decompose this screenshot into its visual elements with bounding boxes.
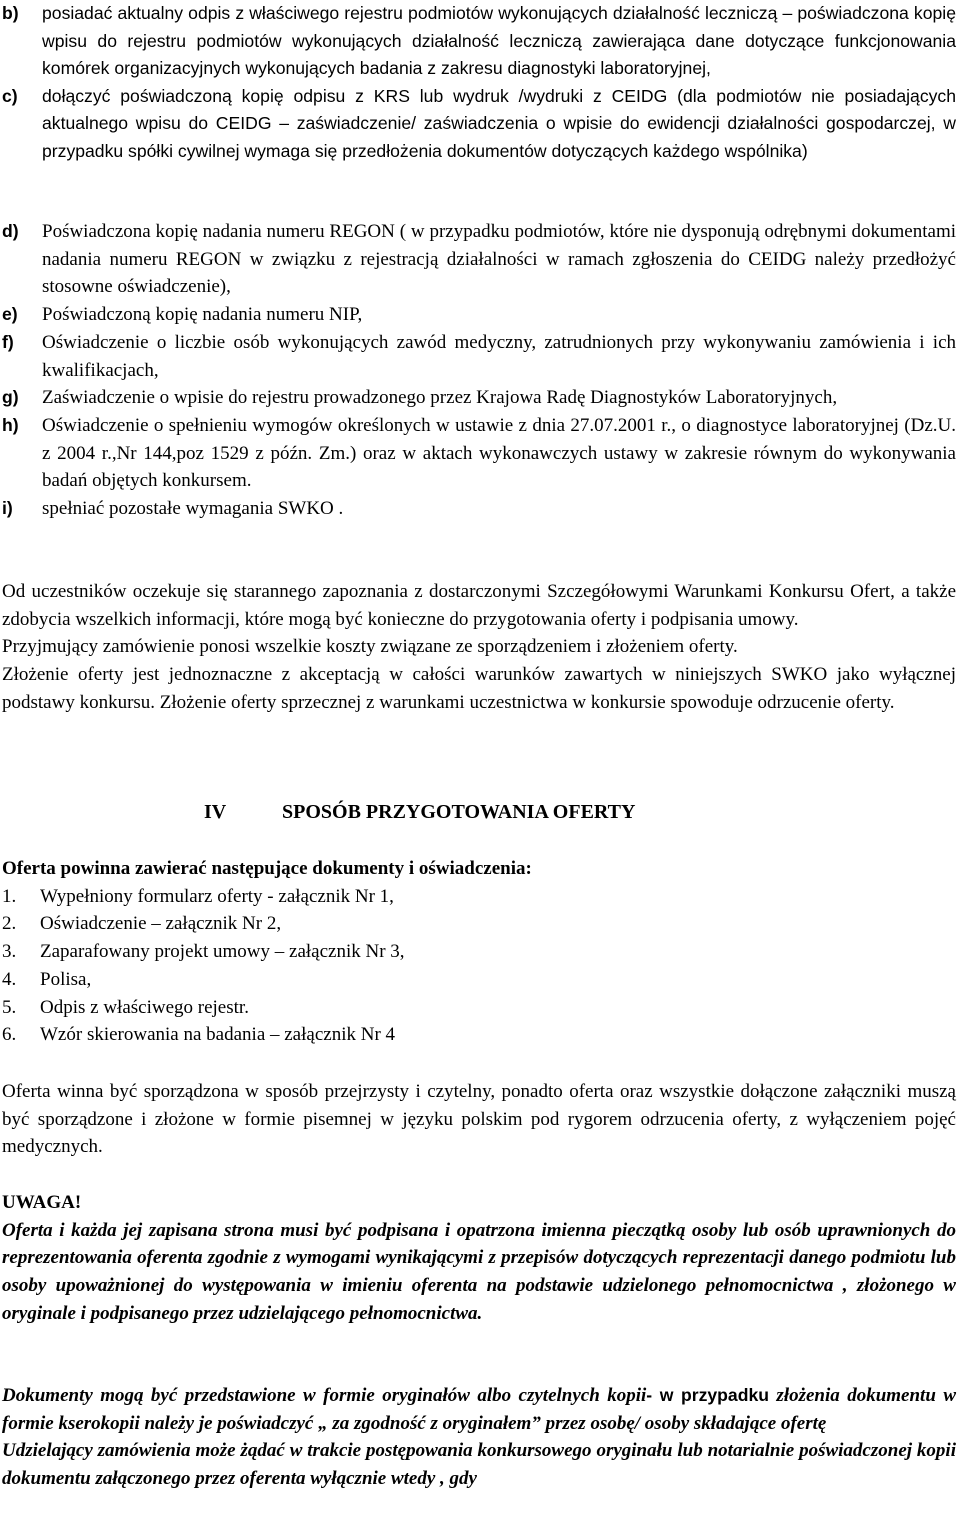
item-marker: i) bbox=[2, 498, 13, 519]
item-text: spełniać pozostałe wymagania SWKO . bbox=[42, 498, 344, 520]
warning-section bbox=[2, 1189, 956, 1328]
list-item: 2. Oświadczenie – załącznik Nr 2, bbox=[2, 913, 282, 935]
item-text: Zaświadczenie o wpisie do rejestru prowadzonego przez Krajowa Radę Diagnostyków Laboratoryjnych, bbox=[42, 387, 838, 409]
item-marker: b) bbox=[2, 3, 19, 23]
requirements-list bbox=[2, 0, 956, 166]
list-item bbox=[2, 384, 956, 412]
item-text: dołączyć poświadczoną kopię odpisu z KRS lub wydruk /wydruki z CEIDG (dla podmiotów nie posiadających aktualnego wpisu do CEIDG – zaświadczenie/ zaświadczenia o wpisie do ewidencji działalności gospodarczej, w przypadku spółki cywilnej wymaga się przedłożenia dokumentów dotyczących każdego wspólnika) bbox=[42, 85, 956, 161]
item-marker: f) bbox=[2, 331, 14, 352]
list-item: 6. Wzór skierowania na badania – załącznik Nr 4 bbox=[2, 1024, 396, 1046]
warning-text: Oferta i każda jej zapisana strona musi być podpisana i opatrzona imienna pieczątką osoby lub osób uprawnionych do reprezentowania oferenta zgodnie z wymogami wynikającymi z przepisów dotyczących reprezentacji danego podmiotu lub osoby upoważnionej do występowania w imieniu oferenta na podstawie udzielonego pełnomocnictwa , złożonego w oryginale i podpisanego przez udzielającego pełnomocnictwa. bbox=[2, 1219, 956, 1324]
requirements-list-continued bbox=[2, 218, 956, 523]
list-item bbox=[2, 412, 956, 495]
item-text: Poświadczona kopię nadania numeru REGON ( w przypadku podmiotów, które nie dysponują odrębnymi dokumentami nadania numeru REGON w związku z rejestracją działalności w ramach zgłoszenia do CEIDG należy przedłożyć stosowne oświadczenie), bbox=[42, 221, 956, 298]
list-item: 3. Zaparafowany projekt umowy – załącznik Nr 3, bbox=[2, 941, 405, 963]
list-item: 5. Odpis z właściwego rejestr. bbox=[2, 996, 249, 1018]
list-item bbox=[2, 0, 956, 83]
list-item bbox=[2, 218, 956, 301]
item-text: Poświadczoną kopię nadania numeru NIP, bbox=[42, 304, 363, 326]
list-item bbox=[2, 83, 956, 166]
paragraph: Przyjmujący zamówienie ponosi wszelkie koszty związane ze sporządzeniem i złożeniem oferty. bbox=[2, 636, 738, 658]
section-title: SPOSÓB PRZYGOTOWANIA OFERTY bbox=[282, 801, 636, 823]
item-marker: d) bbox=[2, 221, 19, 241]
paragraph: Złożenie oferty jest jednoznaczne z akceptacją w całości warunków zawartych w niniejszych SWKO jako wyłącznej podstawy konkursu. Złożenie oferty sprzecznej z warunkami uczestnictwa w konkursie spowoduje odrzucenie oferty. bbox=[2, 664, 956, 713]
paragraph: Oferta winna być sporządzona w sposób przejrzysty i czytelny, ponadto oferta oraz wszystkie dołączone załączniki muszą być sporządzone i złożone w formie pisemnej w języku polskim pod rygorem odrzucenia oferty, z wyłączeniem pojęć medycznych. bbox=[2, 1081, 956, 1158]
note-part: Dokumenty mogą być przedstawione w formie oryginałów albo czytelnych kopii bbox=[2, 1385, 647, 1406]
item-marker: h) bbox=[2, 414, 19, 435]
list-item: 4. Polisa, bbox=[2, 968, 92, 990]
documents-note bbox=[2, 1382, 956, 1493]
note-part: - w przypadku bbox=[646, 1385, 769, 1405]
list-item bbox=[2, 495, 956, 523]
list-item bbox=[2, 329, 956, 384]
warning-label: UWAGA! bbox=[2, 1192, 82, 1213]
note-part: złożenia dokumentu w formie kserokopii należy je poświadczyć „ za zgodność z oryginałem” przez osobę/ osoby składające ofertę bbox=[2, 1385, 957, 1434]
documents-section bbox=[2, 855, 956, 1049]
documents-heading: Oferta powinna zawierać następujące dokumenty i oświadczenia: bbox=[2, 858, 532, 879]
item-text: Oświadczenie o spełnieniu wymogów określonych w ustawie z dnia 27.07.2001 r., o diagnostyce laboratoryjnej (Dz.U. z 2004 r.,Nr 144,poz 1529 z późn. Zm.) oraz w aktach wykonawczych ustawy w zakresie równym do wykonywania badań objętych konkursem. bbox=[42, 414, 956, 492]
format-paragraph bbox=[2, 1078, 956, 1161]
intro-paragraphs bbox=[2, 578, 956, 717]
list-item bbox=[2, 301, 956, 329]
item-marker: g) bbox=[2, 387, 19, 408]
documents-list bbox=[2, 883, 956, 1049]
paragraph bbox=[2, 1382, 956, 1437]
item-text: posiadać aktualny odpis z właściwego rejestru podmiotów wykonujących działalność leczniczą – poświadczona kopię wpisu do rejestru podmiotów wykonujących działalność leczniczą zawierająca dane dotyczące funkcjonowania komórek organizacyjnych wykonujących badania z zakresu diagnostyki laboratoryjnej, bbox=[42, 3, 956, 79]
final-paragraph: Udzielający zamówienia może żądać w trakcie postępowania konkursowego oryginału lub notarialnie poświadczonej kopii dokumentu załączonego przez oferenta wyłącznie wtedy , gdy bbox=[2, 1440, 956, 1490]
list-item: 1. Wypełniony formularz oferty - załącznik Nr 1, bbox=[2, 885, 394, 907]
item-text: Oświadczenie o liczbie osób wykonujących zawód medyczny, zatrudnionych przy wykonywaniu zamówienia i ich kwalifikacjach, bbox=[42, 331, 956, 381]
item-marker: c) bbox=[2, 85, 18, 106]
paragraph: Od uczestników oczekuje się starannego zapoznania z dostarczonymi Szczegółowymi Warunkami Konkursu Ofert, a także zdobycia wszelkich informacji, które mogą być konieczne do przygotowania oferty i podpisania umowy. bbox=[2, 581, 956, 630]
item-marker: e) bbox=[2, 304, 18, 325]
section-number: IV bbox=[204, 801, 227, 823]
